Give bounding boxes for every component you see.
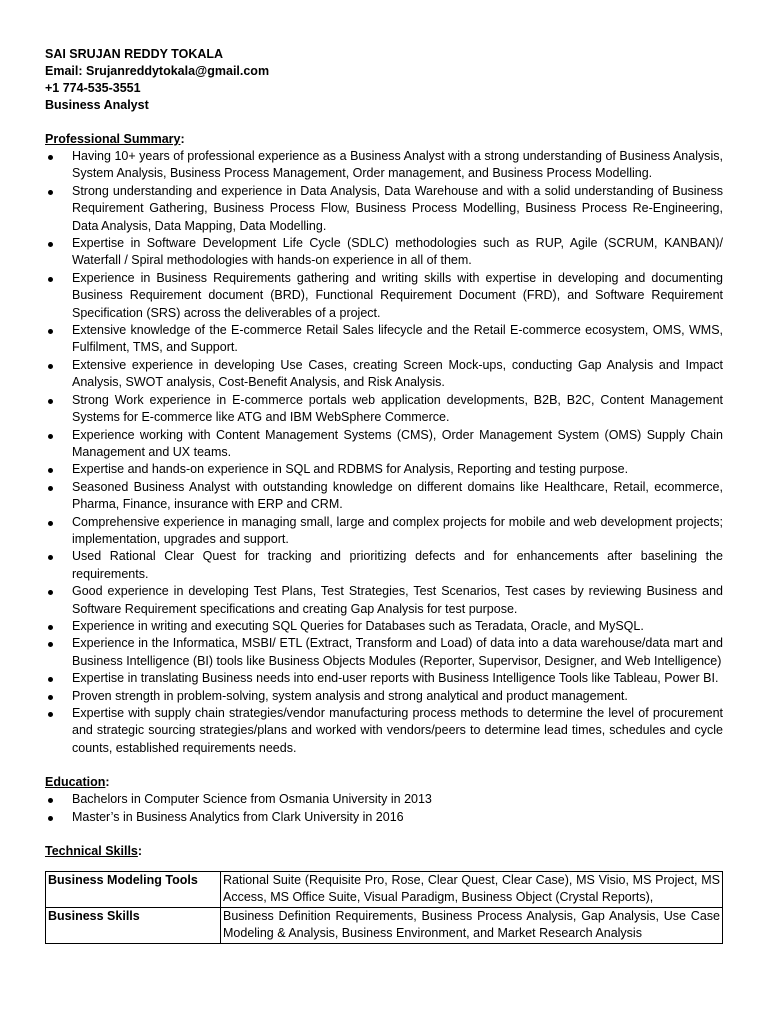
bullet-icon [48,468,53,473]
candidate-name: SAI SRUJAN REDDY TOKALA [45,47,224,61]
skill-value: Business Definition Requirements, Business Process Analysis, Gap Analysis, Use Case Modeling & Analysis, Business Environment, and Market Research Analysis [221,908,723,944]
summary-item: Proven strength in problem-solving, system analysis and strong analytical and product management. [45,688,723,705]
bullet-icon [48,590,53,595]
summary-item: Expertise with supply chain strategies/vendor manufacturing process methods to determine the level of procurement and strategic sourcing strategies/plans and worked with vendors/peers to determine lead times, schedules and cycle counts, established requirements needs. [45,705,723,757]
education-list [45,791,723,826]
skill-value: Rational Suite (Requisite Pro, Rose, Clear Quest, Clear Case), MS Visio, MS Project, MS Access, MS Office Suite, Visual Paradigm, Business Object (Crystal Reports), [221,872,723,908]
summary-list [45,148,723,757]
candidate-phone: +1 774-535-3551 [45,81,141,95]
summary-item: Experience in Business Requirements gathering and writing skills with expertise in developing and documenting Business Requirement document (BRD), Functional Requirement Document (FRD), and Software Requirement Specification (SRS) across the deliverables of a project. [45,270,723,322]
summary-item: Experience in the Informatica, MSBI/ ETL (Extract, Transform and Load) of data into a data warehouse/data mart and Business Intelligence (BI) tools like Business Objects Modules (Reporter, Supervisor, Designer, and Web Intelligence) [45,635,723,670]
skills-row [46,908,723,944]
bullet-icon [48,521,53,526]
bullet-icon [48,486,53,491]
summary-item: Strong understanding and experience in Data Analysis, Data Warehouse and with a solid understanding of Business Requirement Gathering, Business Process Flow, Business Process Modelling, Business Process Re-Engineering, Data Analysis, Data Mapping, Data Modelling. [45,183,723,235]
summary-item: Experience working with Content Management Systems (CMS), Order Management System (OMS) Supply Chain Management and UX teams. [45,427,723,462]
resume-page [45,46,723,944]
skills-heading: Technical Skills: [45,844,143,859]
education-title: Education [45,775,106,790]
summary-item: Comprehensive experience in managing small, large and complex projects for mobile and web development projects; implementation, upgrades and support. [45,514,723,549]
summary-title: Professional Summary [45,132,181,146]
summary-item: Expertise in Software Development Life Cycle (SDLC) methodologies such as RUP, Agile (SCRUM, KANBAN)/ Waterfall / Spiral methodologies with hands-on experience in all of them. [45,235,723,270]
summary-item: Expertise and hands-on experience in SQL and RDBMS for Analysis, Reporting and testing purpose. [45,461,723,478]
education-heading: Education: [45,775,110,790]
bullet-icon [48,190,53,195]
education-item: Bachelors in Computer Science from Osmania University in 2013 [45,791,723,808]
summary-item: Seasoned Business Analyst with outstanding knowledge on different domains like Healthcare, Retail, ecommerce, Pharma, Finance, insurance with ERP and CRM. [45,479,723,514]
summary-item: Extensive knowledge of the E-commerce Retail Sales lifecycle and the Retail E-commerce ecosystem, OMS, WMS, Fulfilment, TMS, and Support. [45,322,723,357]
summary-item: Having 10+ years of professional experience as a Business Analyst with a strong understanding of Business Analysis, System Analysis, Business Process Management, Order management, and Business Process Modelling. [45,148,723,183]
summary-item: Expertise in translating Business needs into end-user reports with Business Intelligence Tools like Tableau, Power BI. [45,670,723,687]
education-item: Master’s in Business Analytics from Clark University in 2016 [45,809,723,826]
bullet-icon [48,625,53,630]
bullet-icon [48,434,53,439]
bullet-icon [48,816,53,821]
summary-item: Strong Work experience in E-commerce portals web application developments, B2B, B2C, Content Management Systems for E-commerce like ATG and IBM WebSphere Commerce. [45,392,723,427]
summary-item: Extensive experience in developing Use Cases, creating Screen Mock-ups, conducting Gap Analysis and Impact Analysis, SWOT analysis, Cost-Benefit Analysis, and Risk Analysis. [45,357,723,392]
bullet-icon [48,364,53,369]
skill-category: Business Modeling Tools [46,872,221,908]
bullet-icon [48,242,53,247]
skills-row [46,872,723,908]
bullet-icon [48,329,53,334]
candidate-role: Business Analyst [45,98,149,112]
bullet-icon [48,677,53,682]
bullet-icon [48,712,53,717]
candidate-email: Email: Srujanreddytokala@gmail.com [45,64,270,78]
skills-title: Technical Skills [45,844,138,859]
bullet-icon [48,155,53,160]
skills-table [45,871,723,944]
summary-item: Good experience in developing Test Plans, Test Strategies, Test Scenarios, Test cases by reviewing Business and Software Requirement specifications and creating Gap Analysis for test purpose. [45,583,723,618]
bullet-icon [48,642,53,647]
summary-item: Experience in writing and executing SQL Queries for Databases such as Teradata, Oracle, and MySQL. [45,618,723,635]
bullet-icon [48,695,53,700]
bullet-icon [48,555,53,560]
bullet-icon [48,399,53,404]
bullet-icon [48,277,53,282]
skill-category: Business Skills [46,908,221,944]
bullet-icon [48,798,53,803]
summary-heading: Professional Summary: [45,132,185,146]
resume-header [45,46,723,114]
summary-item: Used Rational Clear Quest for tracking and prioritizing defects and for enhancements after baselining the requirements. [45,548,723,583]
